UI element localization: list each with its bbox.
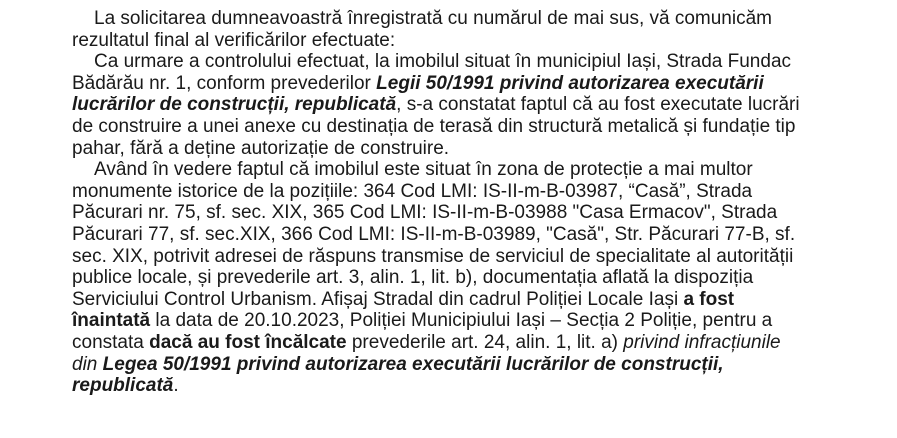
paragraph-3-line-1 [72, 159, 830, 181]
emphasis: dacă au fost încălcate [149, 331, 347, 353]
text-span: Păcurari nr. 75, sf. sec. XIX, 365 Cod LMI: IS-II-m-B-03988 "Casa Ermacov", Strada [72, 202, 778, 224]
paragraph-3-line-3 [72, 202, 830, 224]
paragraph-1-line-1 [72, 8, 830, 30]
paragraph-3 [72, 159, 830, 397]
text-span: publice locale, și prevederile art. 3, alin. 1, lit. b), documentația aflată la dispoziția [72, 267, 754, 289]
paragraph-3-line-4 [72, 224, 830, 246]
italic-text: din [72, 353, 103, 375]
paragraph-3-line-6 [72, 267, 830, 289]
paragraph-1 [72, 8, 830, 51]
text-span: constata [72, 331, 150, 353]
text-span: monumente istorice de la pozițiile: 364 Cod LMI: IS-II-m-B-03987, “Casă”, Strada [72, 180, 753, 202]
paragraph-2-line-5 [72, 138, 830, 160]
italic-text: privind infracțiunile [623, 331, 781, 353]
paragraph-3-line-2 [72, 181, 830, 203]
text-span: Bădărău nr. 1, conform prevederilor [72, 72, 377, 94]
paragraph-1-line-2 [72, 30, 830, 52]
emphasis: înaintată [72, 310, 151, 332]
paragraph-3-line-8 [72, 310, 830, 332]
law-reference: Legea 50/1991 privind autorizarea executării lucrărilor de construcții, [102, 353, 724, 375]
text-span: . [173, 375, 179, 397]
text-span: , s-a constatat faptul că au fost executate lucrări [396, 94, 800, 116]
text-span: rezultatul final al verificărilor efectuate: [72, 29, 396, 51]
text-span: la data de 20.10.2023, Poliției Municipiului Iași – Secția 2 Poliție, pentru a [150, 310, 773, 332]
paragraph-2-line-4 [72, 116, 830, 138]
paragraph-2-line-2 [72, 73, 830, 95]
law-reference: Legii 50/1991 privind autorizarea executării [376, 72, 764, 94]
paragraph-3-line-11 [72, 375, 830, 397]
document-body [72, 8, 830, 397]
paragraph-3-line-7 [72, 289, 830, 311]
emphasis: a fost [683, 288, 735, 310]
paragraph-2-line-1 [72, 51, 830, 73]
paragraph-3-line-10 [72, 354, 830, 376]
law-reference: republicată [72, 375, 174, 397]
paragraph-3-line-9 [72, 332, 830, 354]
text-span: La solicitarea dumneavoastră înregistrată cu numărul de mai sus, vă comunicăm [94, 8, 772, 29]
paragraph-2 [72, 51, 830, 159]
text-span: Serviciului Control Urbanism. Afișaj Stradal din cadrul Poliției Locale Iași [72, 288, 684, 310]
text-span: de construire a unei anexe cu destinația de terasă din structură metalică și fundație tip [72, 115, 796, 137]
paragraph-2-line-3 [72, 94, 830, 116]
text-span: Ca urmare a controlului efectuat, la imobilul situat în municipiul Iași, Strada Fundac [94, 51, 792, 73]
law-reference: lucrărilor de construcții, republicată [72, 94, 397, 116]
paragraph-3-line-5 [72, 246, 830, 268]
text-span: Având în vedere faptul că imobilul este situat în zona de protecție a mai multor [94, 159, 753, 181]
text-span: Păcurari 77, sf. sec.XIX, 366 Cod LMI: IS-II-m-B-03989, "Casă", Str. Păcurari 77-B, sf. [72, 223, 796, 245]
text-span: pahar, fără a deține autorizație de construire. [72, 137, 450, 159]
text-span: sec. XIX, potrivit adresei de răspuns transmise de serviciul de specialitate al autorității [72, 245, 794, 267]
text-span: prevederile art. 24, alin. 1, lit. a) [346, 331, 624, 353]
